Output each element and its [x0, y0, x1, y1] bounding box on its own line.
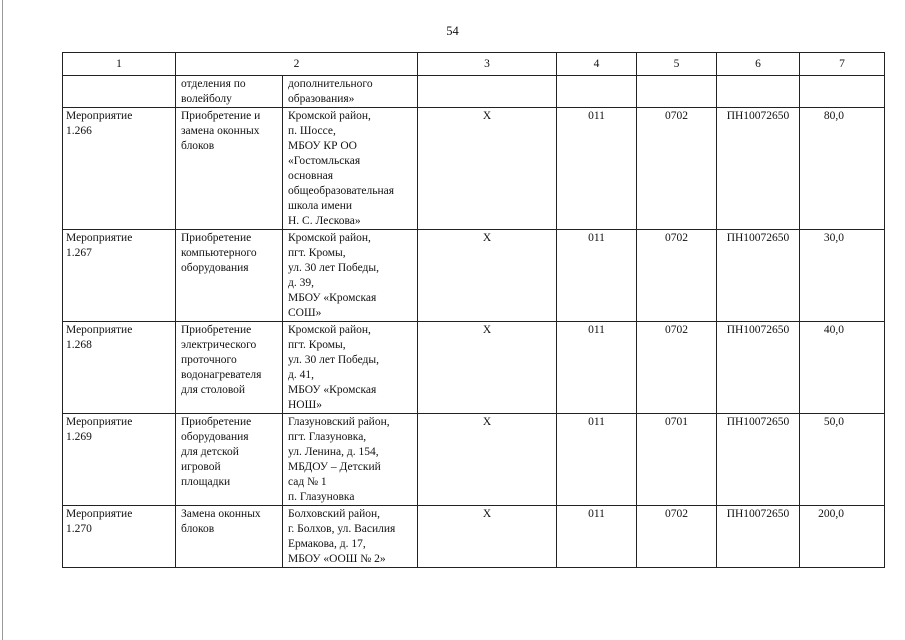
cell-line: замена оконных: [181, 125, 260, 137]
cell-line: п. Глазуновка: [288, 491, 355, 503]
cell-line: общеобразовательная: [288, 185, 394, 197]
header-cell-4: 4: [557, 53, 637, 76]
cell-line: 1.270: [66, 523, 92, 535]
amount-cell: [800, 76, 885, 108]
target-code-cell: ПН10072650: [717, 230, 800, 322]
header-cell-6: 6: [717, 53, 800, 76]
cell-line: Мероприятие: [66, 232, 133, 244]
code-cell: 011: [557, 322, 637, 414]
page-number: 54: [446, 24, 459, 38]
code-cell: [557, 76, 637, 108]
header-row: [63, 53, 885, 76]
activity-cell: [176, 76, 283, 108]
cell-line: Кромской район,: [288, 110, 371, 122]
activity-cell: [176, 322, 283, 414]
cell-line: для детской: [181, 446, 239, 458]
budget-table: [62, 52, 885, 568]
header-cell-2: 2: [176, 53, 418, 76]
event-cell: [63, 322, 176, 414]
header-cell-1: 1: [63, 53, 176, 76]
address-cell: [283, 414, 418, 506]
cell-line: пгт. Кромы,: [288, 339, 346, 351]
cell-line: дополнительного: [288, 78, 373, 90]
cell-line: Болховский район,: [288, 508, 381, 520]
x-cell: X: [418, 322, 557, 414]
cell-line: ул. 30 лет Победы,: [288, 262, 380, 274]
amount-cell: 40,0: [800, 322, 885, 414]
cell-line: Глазуновский район,: [288, 416, 390, 428]
activity-cell: [176, 506, 283, 568]
table-row: [63, 76, 885, 108]
cell-line: Приобретение: [181, 324, 252, 336]
address-cell: [283, 108, 418, 230]
cell-line: п. Шоссе,: [288, 125, 336, 137]
target-code-cell: [717, 76, 800, 108]
code-cell: 011: [557, 414, 637, 506]
address-cell: [283, 322, 418, 414]
cell-line: Мероприятие: [66, 508, 133, 520]
table-row: [63, 414, 885, 506]
cell-line: Приобретение: [181, 416, 252, 428]
cell-line: площадки: [181, 476, 231, 488]
cell-line: школа имени: [288, 200, 353, 212]
cell-line: блоков: [181, 523, 215, 535]
section-cell: 0702: [637, 108, 717, 230]
cell-line: «Гостомльская: [288, 155, 361, 167]
cell-line: компьютерного: [181, 247, 257, 259]
code-cell: 011: [557, 230, 637, 322]
cell-line: МБОУ КР ОО: [288, 140, 357, 152]
cell-line: Мероприятие: [66, 324, 133, 336]
cell-line: МБДОУ – Детский: [288, 461, 381, 473]
cell-line: Приобретение: [181, 232, 252, 244]
event-cell: [63, 230, 176, 322]
cell-line: ул. Ленина, д. 154,: [288, 446, 379, 458]
activity-cell: [176, 414, 283, 506]
activity-cell: [176, 230, 283, 322]
cell-line: Мероприятие: [66, 110, 133, 122]
event-cell: [63, 76, 176, 108]
cell-line: 1.268: [66, 339, 92, 351]
cell-line: волейболу: [181, 93, 232, 105]
x-cell: X: [418, 414, 557, 506]
header-cell-3: 3: [418, 53, 557, 76]
amount-cell: 50,0: [800, 414, 885, 506]
event-cell: [63, 108, 176, 230]
cell-line: образования»: [288, 93, 355, 105]
target-code-cell: ПН10072650: [717, 322, 800, 414]
table-row: [63, 230, 885, 322]
cell-line: пгт. Кромы,: [288, 247, 346, 259]
cell-line: водонагревателя: [181, 369, 262, 381]
code-cell: 011: [557, 506, 637, 568]
x-cell: X: [418, 108, 557, 230]
cell-line: Н. С. Лескова»: [288, 215, 361, 227]
address-cell: [283, 506, 418, 568]
cell-line: пгт. Глазуновка,: [288, 431, 367, 443]
cell-line: Замена оконных: [181, 508, 261, 520]
cell-line: сад № 1: [288, 476, 327, 488]
cell-line: Приобретение и: [181, 110, 261, 122]
address-cell: [283, 76, 418, 108]
amount-cell: 80,0: [800, 108, 885, 230]
x-cell: X: [418, 506, 557, 568]
cell-line: д. 39,: [288, 277, 314, 289]
activity-cell: [176, 108, 283, 230]
section-cell: 0702: [637, 230, 717, 322]
cell-line: ул. 30 лет Победы,: [288, 354, 380, 366]
cell-line: МБОУ «Кромская: [288, 292, 377, 304]
header-cell-5: 5: [637, 53, 717, 76]
event-cell: [63, 506, 176, 568]
cell-line: электрического: [181, 339, 257, 351]
cell-line: Кромской район,: [288, 324, 371, 336]
cell-line: основная: [288, 170, 334, 182]
cell-line: 1.266: [66, 125, 92, 137]
cell-line: д. 41,: [288, 369, 314, 381]
cell-line: блоков: [181, 140, 215, 152]
event-cell: [63, 414, 176, 506]
section-cell: 0702: [637, 506, 717, 568]
page-edge-line: [2, 0, 3, 640]
cell-line: оборудования: [181, 262, 249, 274]
amount-cell: 30,0: [800, 230, 885, 322]
cell-line: МБОУ «ООШ № 2»: [288, 553, 386, 565]
cell-line: отделения по: [181, 78, 246, 90]
cell-line: СОШ»: [288, 307, 322, 319]
cell-line: для столовой: [181, 384, 246, 396]
cell-line: проточного: [181, 354, 237, 366]
cell-line: г. Болхов, ул. Василия: [288, 523, 396, 535]
x-cell: [418, 76, 557, 108]
section-cell: 0702: [637, 322, 717, 414]
code-cell: 011: [557, 108, 637, 230]
table-row: [63, 506, 885, 568]
header-cell-7: 7: [800, 53, 885, 76]
cell-line: 1.267: [66, 247, 92, 259]
cell-line: Мероприятие: [66, 416, 133, 428]
cell-line: Ермакова, д. 17,: [288, 538, 366, 550]
section-cell: 0701: [637, 414, 717, 506]
table-row: [63, 322, 885, 414]
address-cell: [283, 230, 418, 322]
amount-cell: 200,0: [800, 506, 885, 568]
target-code-cell: ПН10072650: [717, 108, 800, 230]
cell-line: Кромской район,: [288, 232, 371, 244]
target-code-cell: ПН10072650: [717, 414, 800, 506]
cell-line: НОШ»: [288, 399, 322, 411]
target-code-cell: ПН10072650: [717, 506, 800, 568]
x-cell: X: [418, 230, 557, 322]
cell-line: МБОУ «Кромская: [288, 384, 377, 396]
cell-line: игровой: [181, 461, 221, 473]
cell-line: оборудования: [181, 431, 249, 443]
table-row: [63, 108, 885, 230]
section-cell: [637, 76, 717, 108]
cell-line: 1.269: [66, 431, 92, 443]
